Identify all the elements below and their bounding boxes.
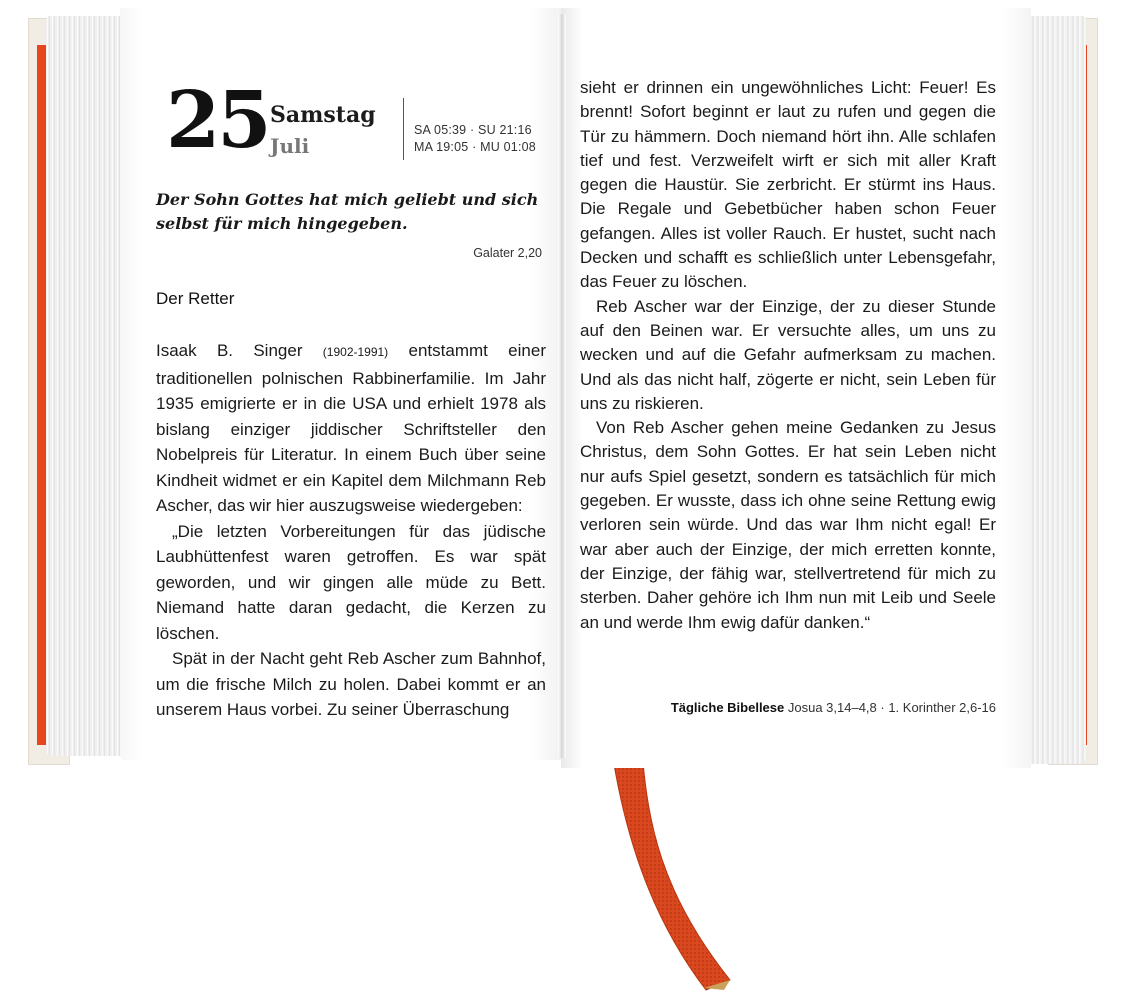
bookmark-ribbon — [590, 752, 750, 992]
weekday: Samstag — [270, 102, 376, 128]
intro-paragraph — [156, 338, 546, 519]
intro-years: (1902-1991) — [322, 345, 389, 359]
intro-text-start: Isaak B. Singer — [156, 341, 323, 360]
quote-paragraph-4: Von Reb Ascher gehen meine Gedanken zu Jesus Christus, dem Sohn Gottes. Er hat sein Leben nicht nur aufs Spiel gesetzt, sondern es tatsächlich für mich gegeben. Er wusste, dass ich ohne seine Rettung ewig verloren sein würde. Und das war Ihm nicht egal! Er war aber auch der Einzige, der mich erretten konnte, der Einzige, der fähig war, stellvertretend für mich zu sterben. Daher gehöre ich Ihm nun mit Leib und Seele an und werde Ihm ewig dafür danken.“ — [580, 418, 996, 632]
sun-times-line: SA 05:39 · SU 21:16 — [414, 123, 532, 137]
article-title: Der Retter — [156, 289, 235, 308]
book-gutter — [558, 14, 566, 758]
verse-reference: Galater 2,20 — [473, 246, 542, 260]
sun-moon-times — [414, 122, 536, 156]
article-body-right — [580, 76, 996, 635]
day-number: 25 — [166, 75, 269, 166]
moon-times-line: MA 19:05 · MU 01:08 — [414, 140, 536, 154]
page-stack-left — [46, 16, 126, 756]
article-body-left — [156, 338, 546, 723]
daily-verse: Der Sohn Gottes hat mich geliebt und sich selbst für mich hingegeben. — [156, 190, 539, 233]
daily-reading-label: Tägliche Bibellese — [670, 700, 785, 715]
month: Juli — [270, 134, 310, 158]
intro-text-end: entstammt einer traditionellen polnischen Rabbinerfamilie. Im Jahr 1935 emigrierte er in die USA und erhielt 1978 als bislang einziger jiddischer Schriftsteller den Nobelpreis für Literatur. In einem Buch über seine Kindheit widmet er ein Kapitel dem Milchmann Reb Ascher, das wir hier auszugsweise wiedergeben: — [156, 341, 546, 515]
quote-paragraph-2-start: Spät in der Nacht geht Reb Ascher zum Bahnhof, um die frische Milch zu holen. Dabei kommt er an unserem Haus vorbei. Zu seiner Überraschung — [156, 649, 546, 719]
date-divider — [403, 98, 404, 160]
quote-paragraph-2-end: sieht er drinnen ein ungewöhnliches Licht: Feuer! Es brennt! Sofort beginnt er laut zu rufen und gegen die Tür zu hämmern. Doch niemand hört ihn. Alle schlafen tief und fest. Verzweifelt wirft er sich mit aller Kraft gegen die Haustür. Sie zerbricht. Er stürmt ins Haus. Die Regale und Gebetbücher haben schon Feuer gefangen. Alles ist voller Rauch. Er hustet, sucht nach Decken und schafft es schließlich unter Lebensgefahr, das Feuer zu löschen. — [580, 78, 996, 292]
quote-paragraph-1: „Die letzten Vorbereitungen für das jüdische Laubhüttenfest waren getroffen. Es war spät geworden, und wir gingen alle müde zu Bett. Niemand hatte daran gedacht, die Kerzen zu löschen. — [156, 521, 546, 643]
date-header — [166, 75, 556, 170]
daily-reading-refs: Josua 3,14–4,8 · 1. Korinther 2,6-16 — [784, 700, 996, 715]
daily-bible-reading — [604, 700, 996, 715]
quote-paragraph-3: Reb Ascher war der Einzige, der zu dieser Stunde auf den Beinen war. Er versuchte alles, um uns zu wecken und auf die Gefahr aufmerksam zu machen. Und als das nicht half, zögerte er nicht, sein Leben für uns zu riskieren. — [580, 296, 996, 413]
